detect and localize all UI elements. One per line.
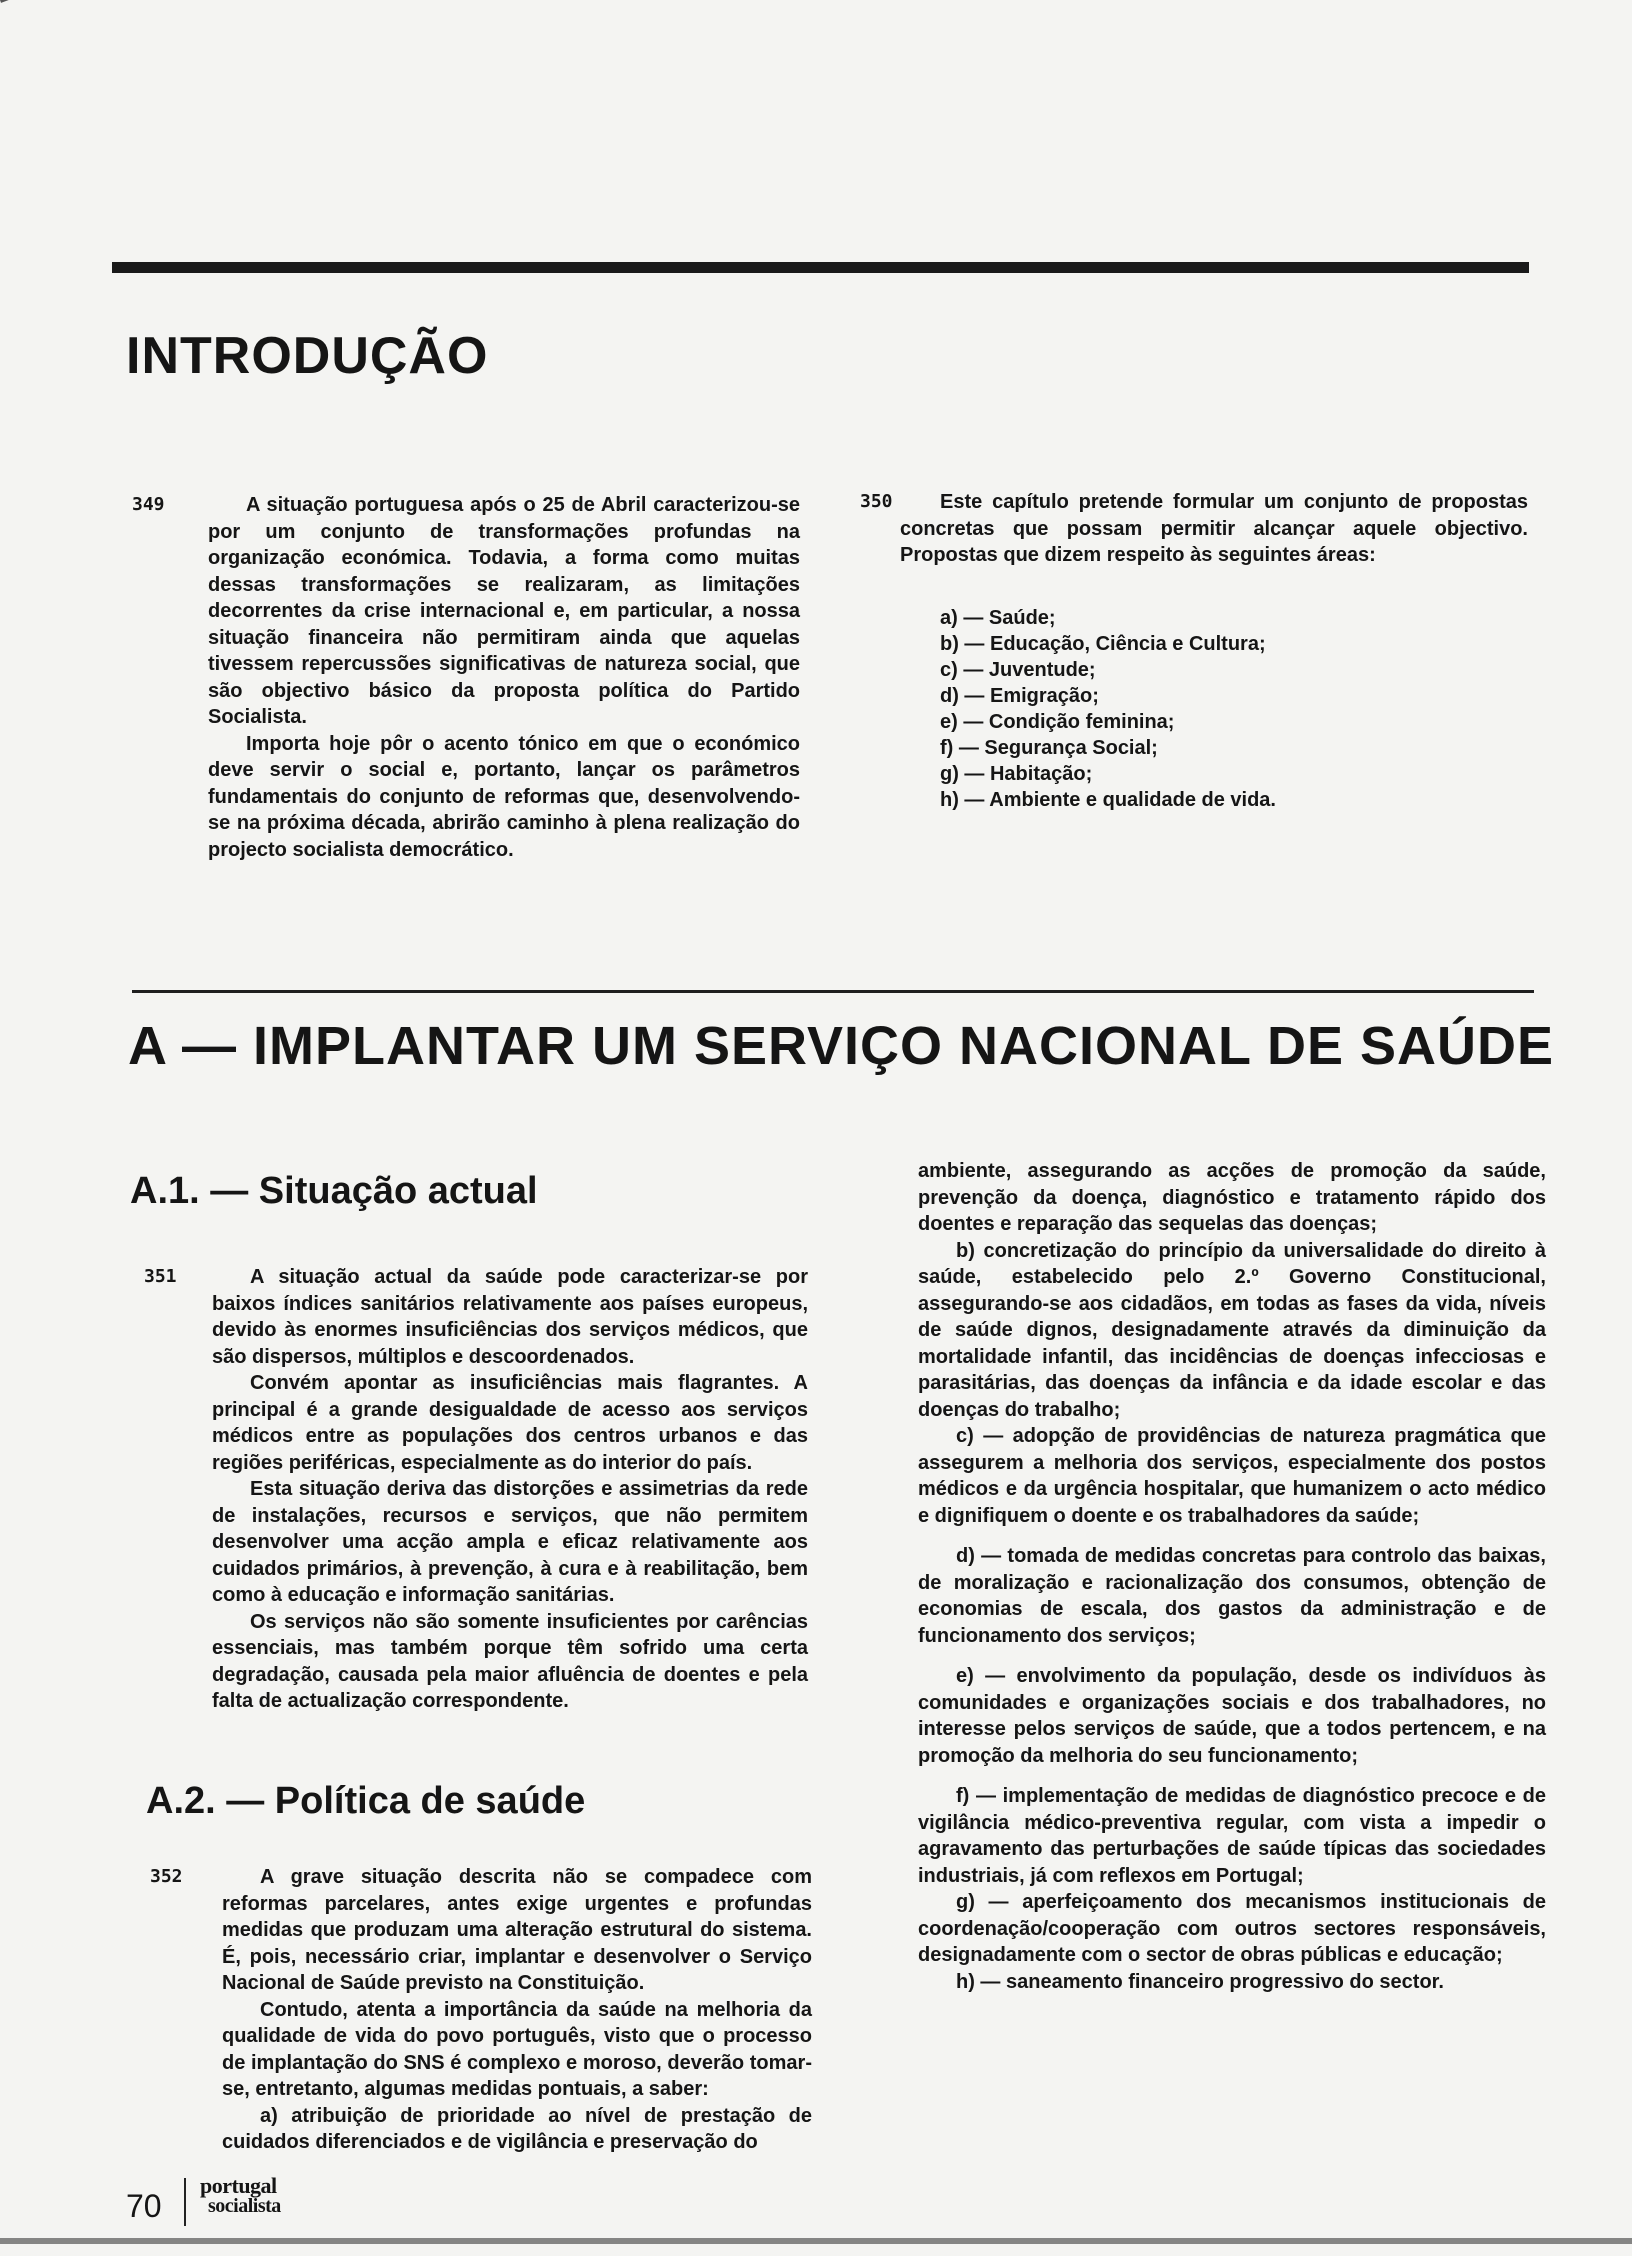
list-item: e) — Condição feminina;: [940, 710, 1175, 733]
paragraph-number: 351: [144, 1266, 177, 1287]
logo-line: portugal: [200, 2173, 277, 2198]
scan-mark: [0, 0, 18, 3]
measure-item: d) — tomada de medidas concretas para controlo das baixas, de moralização e racionalização dos consumos, obtenção de economias de escala, dos gastos da administração e de funcionamento dos serviços;: [918, 1545, 1546, 1647]
section-rule: [132, 990, 1534, 993]
paragraph-350: [860, 489, 1528, 813]
publication-logo: [200, 2173, 281, 2217]
paragraph-text: ambiente, assegurando as acções de promoção da saúde, prevenção da doença, diagnóstico e tratamento rápido dos doentes e reparação das sequelas das doenças;: [918, 1160, 1546, 1235]
list-item: d) — Emigração;: [940, 684, 1099, 707]
paragraph-text: Esta situação deriva das distorções e assimetrias da rede de instalações, recursos e serviços, que não permitem desenvolver uma acção ampla e eficaz relativamente aos cuidados primários, à prevenção, à cura e à reabilitação, bem como à educação e informação sanitárias.: [212, 1478, 808, 1606]
paragraph-number: 350: [860, 491, 893, 512]
list-item: f) — Segurança Social;: [940, 736, 1158, 759]
right-column-measures: [918, 1158, 1546, 1995]
list-item: c) — Juventude;: [940, 658, 1096, 681]
top-rule: [112, 262, 1529, 273]
scan-edge: [0, 2238, 1632, 2244]
list-item: b) — Educação, Ciência e Cultura;: [940, 632, 1266, 655]
paragraph-number: 349: [132, 494, 165, 515]
paragraph-text: Importa hoje pôr o acento tónico em que o económico deve servir o social e, portanto, lançar os parâmetros fundamentais do conjunto de reformas que, desenvolvendo-se na próxima década, abrirão caminho à plena realização do projecto socialista democrático.: [208, 732, 800, 861]
areas-list: [940, 605, 1528, 813]
list-item: h) — Ambiente e qualidade de vida.: [940, 788, 1276, 811]
intro-heading: INTRODUÇÃO: [126, 327, 489, 385]
logo-line: socialista: [208, 2195, 281, 2217]
subsection-a1-heading: A.1. — Situação actual: [130, 1170, 538, 1212]
subsection-a2-heading: A.2. — Política de saúde: [146, 1780, 586, 1822]
list-item: a) — Saúde;: [940, 606, 1056, 629]
paragraph-text: Os serviços não são somente insuficientes por carências essenciais, mas também porque têm sofrido uma certa degradação, causada pela maior afluência de doentes e pela falta de actualização correspondente.: [212, 1610, 808, 1712]
paragraph-352: [150, 1864, 812, 2156]
page-number: 70: [126, 2188, 162, 2224]
paragraph-text: Convém apontar as insuficiências mais flagrantes. A principal é a grande desigualdade de acesso aos serviços médicos entre as populações dos centros urbanos e das regiões periféricas, especialmente as do interior do país.: [212, 1372, 808, 1474]
measure-item: e) — envolvimento da população, desde os indivíduos às comunidades e organizações sociais e dos trabalhadores, no interesse pelos serviços de saúde, que a todos pertencem, e na promoção da melhoria do seu funcionamento;: [918, 1665, 1546, 1767]
paragraph-351: [144, 1264, 808, 1715]
section-a-heading: A — IMPLANTAR UM SERVIÇO NACIONAL DE SAÚDE: [128, 1016, 1555, 1076]
measure-item: f) — implementação de medidas de diagnóstico precoce e de vigilância médico-preventiva regular, com vista a impedir o agravamento das perturbações de saúde típicas das sociedades industriais, já com reflexos em Portugal;: [918, 1785, 1546, 1887]
footer-divider: [184, 2178, 186, 2226]
paragraph-text: Este capítulo pretende formular um conjunto de propostas concretas que possam permitir alcançar aquele objectivo. Propostas que dizem respeito às seguintes áreas:: [900, 491, 1528, 566]
measure-item: h) — saneamento financeiro progressivo do sector.: [956, 1970, 1444, 1993]
paragraph-number: 352: [150, 1866, 183, 1887]
measure-item: g) — aperfeiçoamento dos mecanismos institucionais de coordenação/cooperação com outros sectores responsáveis, designadamente com o sector de obras públicas e educação;: [918, 1891, 1546, 1966]
list-item: g) — Habitação;: [940, 762, 1093, 785]
paragraph-text: a) atribuição de prioridade ao nível de prestação de cuidados diferenciados e de vigilância e preservação do: [222, 2104, 812, 2153]
paragraph-text: A grave situação descrita não se compadece com reformas parcelares, antes exige urgentes e profundas medidas que produzam uma alteração estrutural do sistema. É, pois, necessário criar, implantar e desenvolver o Serviço Nacional de Saúde previsto na Constituição.: [222, 1866, 812, 1994]
measure-item: c) — adopção de providências de natureza pragmática que assegurem a melhoria dos serviços, especialmente dos postos médicos e da urgência hospitalar, que humanizem o acto médico e dignifiquem o doente e os trabalhadores da saúde;: [918, 1425, 1546, 1527]
paragraph-text: A situação portuguesa após o 25 de Abril caracterizou-se por um conjunto de transformações profundas na organização económica. Todavia, a forma como muitas dessas transformações se realizaram, as limitações decorrentes da crise internacional e, em particular, a nossa situação financeira não permitiram ainda que aquelas tivessem repercussões significativas de natureza social, que são objectivo básico da proposta política do Partido Socialista.: [208, 494, 800, 728]
paragraph-text: A situação actual da saúde pode caracterizar-se por baixos índices sanitários relativamente aos países europeus, devido às enormes insuficiências dos serviços médicos, que são dispersos, múltiplos e descoordenados.: [212, 1266, 808, 1368]
paragraph-349: [132, 492, 800, 863]
paragraph-text: Contudo, atenta a importância da saúde na melhoria da qualidade de vida do povo português, visto que o processo de implantação do SNS é complexo e moroso, deverão tomar-se, entretanto, algumas medidas pontuais, a saber:: [222, 1998, 812, 2100]
measure-item: b) concretização do princípio da universalidade do direito à saúde, estabelecido pelo 2.º Governo Constitucional, assegurando-se aos cidadãos, em todas as fases da vida, níveis de saúde dignos, designadamente através da diminuição da mortalidade infantil, das incidências de doenças infecciosas e parasitárias, das doenças da infância e da idade escolar e das doenças do trabalho;: [918, 1239, 1546, 1421]
